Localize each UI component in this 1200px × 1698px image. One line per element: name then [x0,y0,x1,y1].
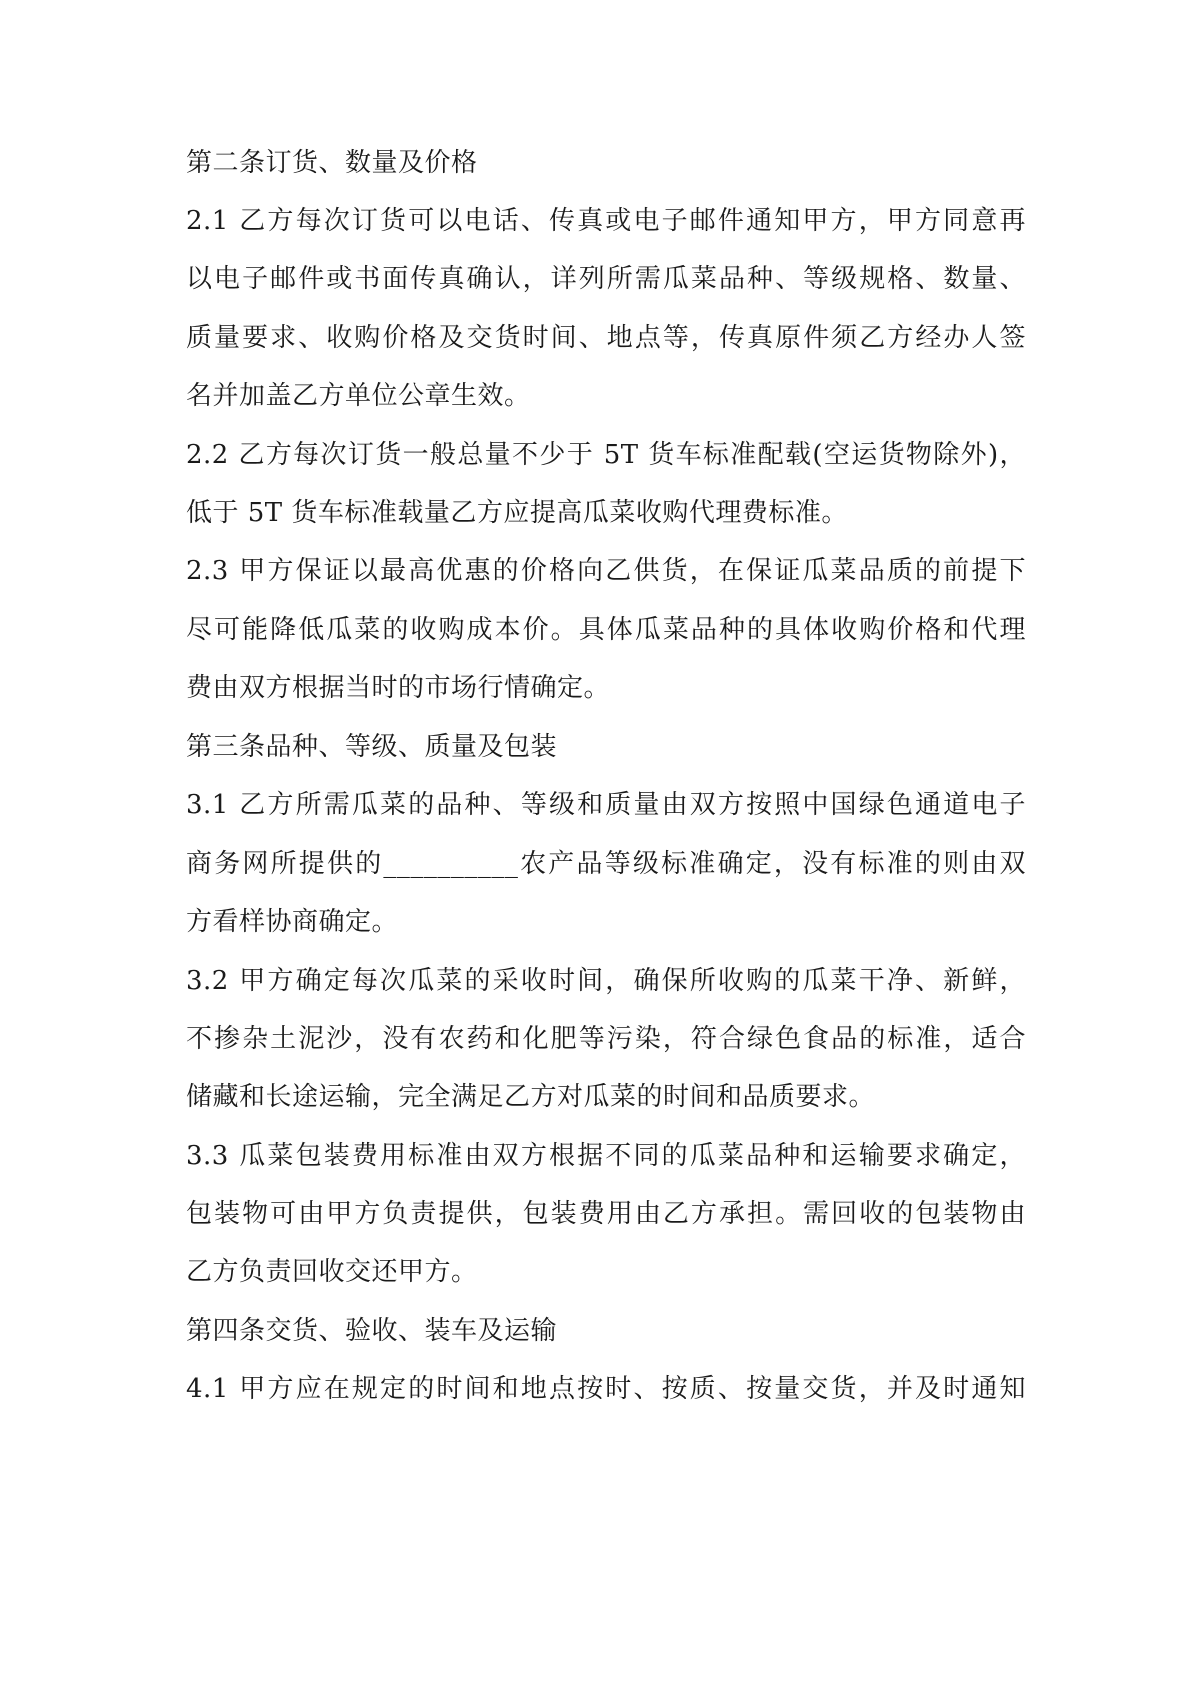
text-line: 费由双方根据当时的市场行情确定。 [186,673,611,703]
text-line: 3.2 甲方确定每次瓜菜的采收时间，确保所收购的瓜菜干净、新鲜， [186,966,1026,996]
section-heading-4: 第四条交货、验收、装车及运输 [186,1316,558,1346]
text-line: 尽可能降低瓜菜的收购成本价。具体瓜菜品种的具体收购价格和代理 [186,615,1026,645]
text-line: 储藏和长途运输，完全满足乙方对瓜菜的时间和品质要求。 [186,1082,876,1112]
text-line: 质量要求、收购价格及交货时间、地点等，传真原件须乙方经办人签 [186,323,1026,353]
text-line: 2.2 乙方每次订货一般总量不少于 5T 货车标准配载(空运货物除外)， [186,440,1026,470]
text-line: 2.3 甲方保证以最高优惠的价格向乙供货，在保证瓜菜品质的前提下 [186,556,1026,586]
text-line: 名并加盖乙方单位公章生效。 [186,381,531,411]
text-line: 以电子邮件或书面传真确认，详列所需瓜菜品种、等级规格、数量、 [186,264,1026,294]
text-line: 乙方负责回收交还甲方。 [186,1257,478,1287]
section-heading-2: 第二条订货、数量及价格 [186,148,478,178]
text-line: 4.1 甲方应在规定的时间和地点按时、按质、按量交货，并及时通知 [186,1374,1026,1404]
text-line: 商务网所提供的__________农产品等级标准确定，没有标准的则由双 [186,849,1026,879]
text-line: 不掺杂土泥沙，没有农药和化肥等污染，符合绿色食品的标准，适合 [186,1024,1026,1054]
section-heading-3: 第三条品种、等级、质量及包装 [186,732,558,762]
text-line: 低于 5T 货车标准载量乙方应提高瓜菜收购代理费标准。 [186,498,848,528]
text-line: 3.1 乙方所需瓜菜的品种、等级和质量由双方按照中国绿色通道电子 [186,790,1026,820]
text-line: 3.3 瓜菜包装费用标准由双方根据不同的瓜菜品种和运输要求确定， [186,1141,1026,1171]
text-line: 方看样协商确定。 [186,907,399,937]
text-line: 2.1 乙方每次订货可以电话、传真或电子邮件通知甲方，甲方同意再 [186,206,1026,236]
text-line: 包装物可由甲方负责提供，包装费用由乙方承担。需回收的包装物由 [186,1199,1026,1229]
